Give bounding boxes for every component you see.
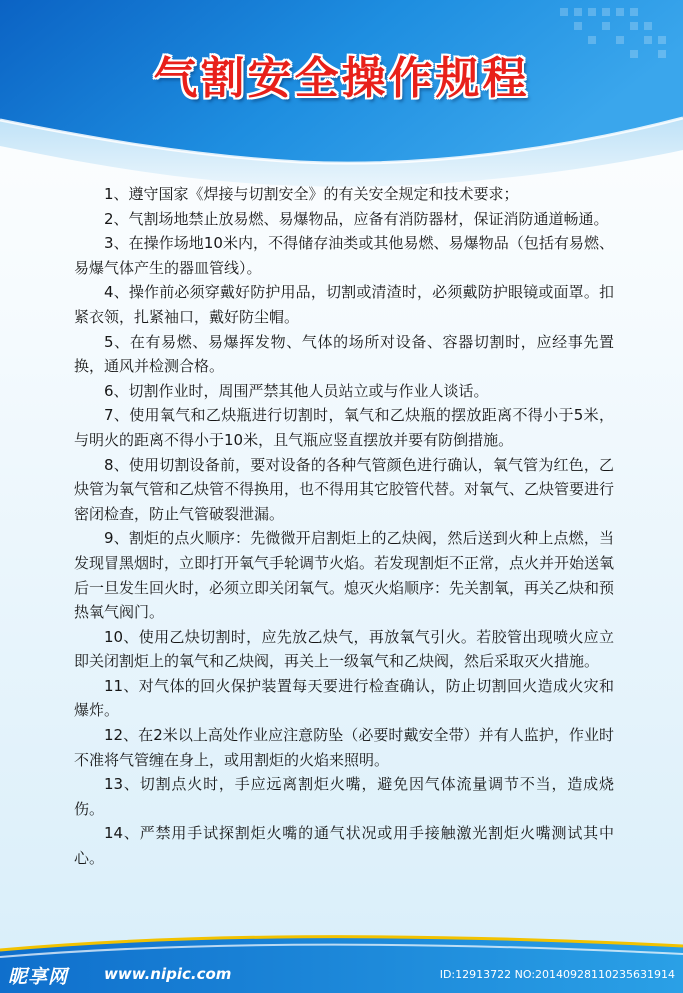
watermark-id: ID:12913722 NO:20140928110235631914 xyxy=(439,968,675,981)
rule-item: 13、切割点火时，手应远离割炬火嘴，避免因气体流量调节不当，造成烧伤。 xyxy=(74,775,614,818)
rule-item: 3、在操作场地10米内，不得储存油类或其他易燃、易爆物品（包括有易燃、易爆气体产生的器皿管线）。 xyxy=(74,234,614,277)
rule-item: 14、严禁用手试探割炬火嘴的通气状况或用手接触激光割炬火嘴测试其中心。 xyxy=(74,824,614,868)
footer-wave-background xyxy=(0,930,683,993)
rule-item: 5、在有易燃、易爆挥发物、气体的场所对设备、容器切割时，应经事先置换，通风并检测合格。 xyxy=(74,332,614,376)
rule-item: 11、对气体的回火保护装置每天要进行检查确认，防止切割回火造成火灾和爆炸。 xyxy=(74,676,614,720)
watermark-url: www.nipic.com xyxy=(104,965,232,983)
rules-list xyxy=(74,182,614,871)
rule-item: 6、切割作业时，周围严禁其他人员站立或与作业人谈话。 xyxy=(104,381,489,400)
rule-item: 7、使用氧气和乙炔瓶进行切割时，氧气和乙炔瓶的摆放距离不得小于5米，与明火的距离不得小于10米，且气瓶应竖直摆放并要有防倒措施。 xyxy=(74,406,614,449)
poster-title: 气割安全操作规程 xyxy=(153,53,530,104)
rule-item: 9、割炬的点火顺序：先微微开启割炬上的乙炔阀，然后送到火种上点燃，当发现冒黑烟时，立即打开氧气手轮调节火焰。若发现割炬不正常，点火并开始送氧后一旦发生回火时，必须立即关闭氧气。熄灭火焰顺序：先关割氧，再关乙炔和预热氧气阀门。 xyxy=(74,529,615,622)
rule-item: 10、使用乙炔切割时，应先放乙炔气，再放氧气引火。若胶管出现喷火应立即关闭割炬上的氧气和乙炔阀，再关上一级氧气和乙炔阀，然后采取灭火措施。 xyxy=(74,627,614,671)
rule-item: 1、遵守国家《焊接与切割安全》的有关安全规定和技术要求； xyxy=(104,185,519,203)
rule-item: 12、在2米以上高处作业应注意防坠（必要时戴安全带）并有人监护，作业时不准将气管缠在身上，或用割炬的火焰来照明。 xyxy=(74,726,614,769)
rule-item: 4、操作前必须穿戴好防护用品，切割或清渣时，必须戴防护眼镜或面罩。扣紧衣领，扎紧袖口，戴好防尘帽。 xyxy=(74,283,614,326)
watermark-logo: 昵享网 xyxy=(8,966,69,988)
rule-item: 2、气割场地禁止放易燃、易爆物品，应备有消防器材，保证消防通道畅通。 xyxy=(104,209,609,228)
rule-item: 8、使用切割设备前，要对设备的各种气管颜色进行确认，氧气管为红色，乙炔管为氧气管和乙炔管不得换用，也不得用其它胶管代替。对氧气、乙炔管要进行密闭检查，防止气管破裂泄漏。 xyxy=(74,455,615,523)
